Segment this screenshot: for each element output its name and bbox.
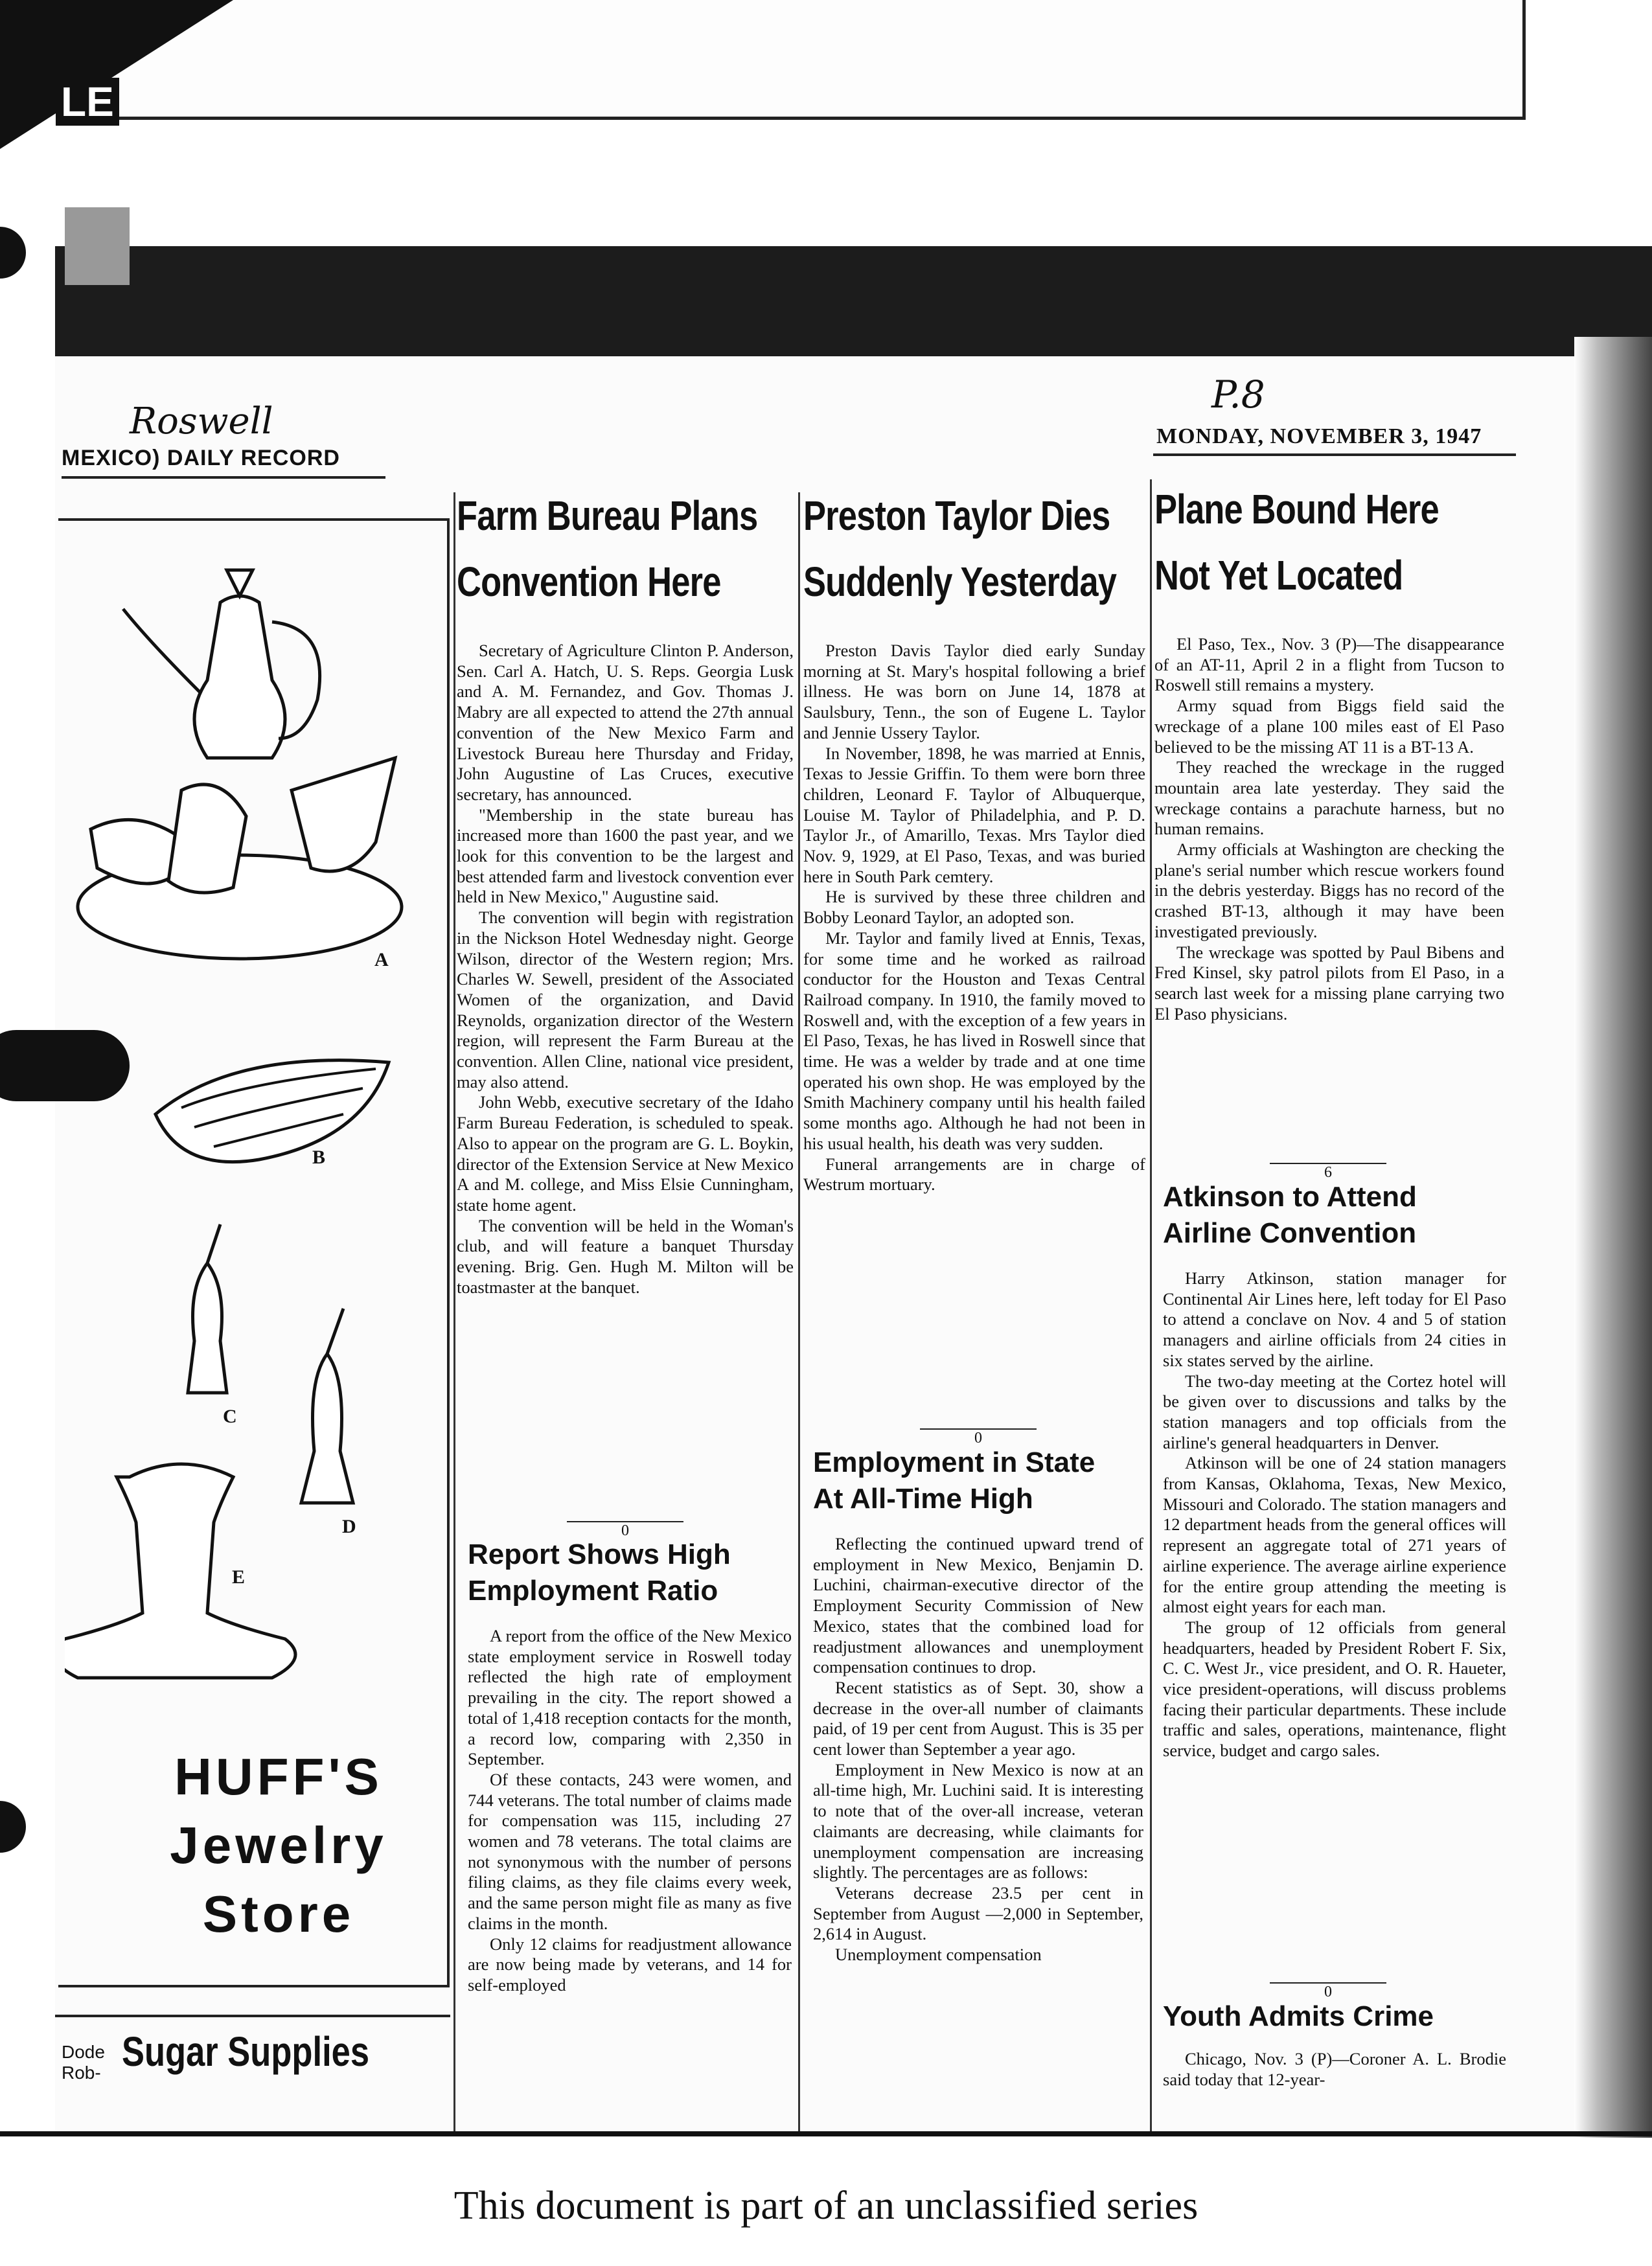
masthead-rule: [1153, 453, 1516, 456]
headline-line: Airline Convention: [1163, 1217, 1417, 1249]
paragraph: Army officials at Washington are checking the plane's serial number which rescue workers found in the debris yesterday. Biggs has no record of the crashed BT-13, although it may have been investigated previously.: [1154, 840, 1504, 941]
article-body: [468, 1626, 792, 1996]
article-plane-bound: [1154, 476, 1504, 1024]
paragraph: Secretary of Agriculture Clinton P. Anderson, Sen. Carl A. Hatch, U. S. Reps. Georgia Lusk and A. M. Fernandez, and Gov. Thomas J. Mabry are all expected to attend the 27th annual convention of the New Mexico Farm and Livestock Bureau here Thursday and Friday, John Augustine of Las Cruces, executive secretary, has announced.: [457, 641, 794, 804]
paragraph: Funeral arrangements are in charge of Westrum mortuary.: [803, 1154, 1145, 1195]
article-youth-crime: [1163, 1998, 1506, 2090]
ad-label-d: D: [342, 1516, 356, 1537]
paragraph: He is survived by these three children and Bobby Leonard Taylor, an adopted son.: [803, 887, 1145, 928]
right-edge-shadow: [1574, 337, 1652, 2138]
newspaper-name: MEXICO) DAILY RECORD: [62, 446, 340, 470]
ad-bottom-rule: [55, 2015, 450, 2017]
article-employment-state: [813, 1445, 1143, 1965]
paragraph: The wreckage was spotted by Paul Bibens and Fred Kinsel, sky patrol pilots from El Paso, in a search last week for a missing plane carrying two El Paso physicians.: [1154, 942, 1504, 1024]
paragraph: The convention will be held in the Woman's club, and will feature a banquet Thursday evening. Brig. Gen. Hugh M. Milton will be toastmaster at the banquet.: [457, 1215, 794, 1297]
article-preston-taylor: [803, 483, 1145, 1195]
coffee-pot-image: [194, 570, 285, 758]
ad-label-b: B: [312, 1147, 326, 1168]
article-body: [1154, 634, 1504, 1024]
coffee-pot-spout: [123, 609, 201, 693]
paragraph: Army squad from Biggs field said the wreckage of a plane 100 miles east of El Paso believed to be the missing AT 11 is a BT-13 A.: [1154, 696, 1504, 757]
paragraph: Recent statistics as of Sept. 30, show a decrease in the over-all number of claimants paid, of 19 per cent from August. This is 35 per cent lower than September a year ago.: [813, 1677, 1143, 1759]
paragraph: A report from the office of the New Mexico state employment service in Roswell today reflected the high rate of employment prevailing in the city. The report showed a total of 1,418 reception contacts for the month, a record low, comparing with 2,350 in September.: [468, 1626, 792, 1769]
corner-shadow: [0, 0, 233, 149]
section-divider: 6: [1270, 1163, 1386, 1182]
paragraph: The two-day meeting at the Cortez hotel will be given over to discussions and talks by the station managers and top officials from the airline's general headquarters in Denver.: [1163, 1371, 1506, 1452]
headline-line: Employment Ratio: [468, 1575, 718, 1607]
paragraph: John Webb, executive secretary of the Idaho Farm Bureau Federation, is scheduled to speak. Also to appear on the program are G. L. Boykin, director of the Extension Service at New Mexico A and M. college, and Miss Elsie Cunningham, state home agent.: [457, 1092, 794, 1215]
section-divider: 0: [567, 1521, 683, 1540]
headline: [803, 483, 1117, 615]
article-body: [803, 641, 1145, 1195]
paragraph: They reached the wreckage in the rugged mountain area late yesterday. They said the wreckage contains a parachute harness, but no human remains.: [1154, 757, 1504, 839]
paragraph: The group of 12 officials from general headquarters, headed by President Robert F. Six, C. C. West Jr., vice president, and O. R. Haueter, vice president-operations, will discuss problems facing their particular departments. These include traffic and sales, operations, maintenance, flight service, budget and cargo sales.: [1163, 1617, 1506, 1761]
paragraph: El Paso, Tex., Nov. 3 (P)—The disappearance of an AT-11, April 2 in a flight from Tucson to Roswell still remains a mystery.: [1154, 634, 1504, 695]
article-body: [457, 641, 794, 1298]
store-name-line: HUFF'S: [174, 1748, 383, 1805]
jewelry-illustrations: [65, 544, 441, 1937]
paragraph: Chicago, Nov. 3 (P)—Coroner A. L. Brodie said today that 12-year-: [1163, 2049, 1506, 2089]
top-fold-sheet: [58, 0, 1526, 120]
footer-note: This document is part of an unclassified series: [453, 2184, 1199, 2228]
masthead-rule: [62, 476, 385, 479]
paragraph: The convention will begin with registration in the Nickson Hotel Wednesday night. George Wilson, director of the Western region; Mrs. Charles W. Sewell, president of the Associated Women of the organization, and David Reynolds, organization director of the Western region, will represent the Farm Bureau at the convention. Allen Cline, national vice president, may also attend.: [457, 908, 794, 1092]
redaction-block: [65, 207, 130, 285]
headline-line: Employment in State: [813, 1447, 1096, 1478]
article-body: [1163, 2049, 1506, 2090]
column-rule: [453, 492, 455, 2131]
article-employment-ratio: [468, 1537, 792, 1996]
paragraph: Preston Davis Taylor died early Sunday morning at St. Mary's hospital following a brief illness. He was born on June 14, 1878 at Saulsbury, Tenn., the son of Eugene L. Taylor and Jennie Ussery Taylor.: [803, 641, 1145, 742]
ad-label-c: C: [223, 1406, 237, 1427]
headline: Youth Admits Crime: [1163, 2000, 1434, 2032]
section-divider: 0: [920, 1428, 1037, 1447]
issue-date: MONDAY, NOVEMBER 3, 1947: [1156, 424, 1482, 448]
article-atkinson: [1163, 1179, 1506, 1761]
headline-line: Atkinson to Attend: [1163, 1181, 1417, 1213]
store-name-line: Jewelry: [170, 1816, 387, 1874]
ad-label-a: A: [374, 949, 389, 970]
headline-line: Farm Bureau Plans: [457, 492, 758, 539]
headline-line: Suddenly Yesterday: [803, 558, 1117, 605]
column-rule: [1150, 479, 1152, 2131]
headline-line: Convention Here: [457, 558, 721, 605]
paragraph: Mr. Taylor and family lived at Ennis, Texas, for some time and he worked as railroad conductor for the Houston and Texas Central Railroad company. In 1910, the family moved to Roswell and, with the exception of a few years in El Paso, Texas, he has lived in Roswell since that time. He was a welder by trade and at one time operated his own shop. He was employed by the Smith Machinery company until his health failed some months ago. Although he had not been in his usual health, his death was very sudden.: [803, 928, 1145, 1153]
headline: [1163, 1179, 1506, 1252]
paragraph: In November, 1898, he was married at Ennis, Texas to Jessie Griffin. To them were born three children, Leonard F. Taylor of Albuquerque, Louise M. Taylor of Philadelphia, and P. D. Taylor Jr., of Amarillo, Texas. Mrs Taylor died Nov. 9, 1929, at El Paso, Texas, and was buried here in South Park cemtery.: [803, 743, 1145, 886]
goblet-image: [292, 758, 395, 871]
paragraph: Veterans decrease 23.5 per cent in September from August —2,000 in September, 2,614 in August.: [813, 1883, 1143, 1944]
salt-shaker-image: [188, 1224, 227, 1393]
creamer-image: [168, 784, 246, 893]
store-name: [143, 1743, 415, 1949]
candlestick-image: [65, 1464, 295, 1678]
section-divider: 0: [1270, 1982, 1386, 2001]
hole-punch: [0, 1801, 26, 1853]
handwritten-city-note: Roswell: [130, 400, 273, 442]
headline: [1154, 476, 1441, 608]
corner-label: LE: [56, 78, 119, 126]
leaf-dish-image: [155, 1060, 389, 1162]
headline-line: Not Yet Located: [1154, 552, 1403, 599]
paragraph: Harry Atkinson, station manager for Continental Air Lines here, left today for El Paso to attend a conclave on Nov. 4 and 5 of station managers and airline officials from 24 cities in six states served by the airline.: [1163, 1268, 1506, 1370]
headline: [457, 483, 758, 615]
hole-punch: [0, 227, 26, 279]
article-body: [813, 1534, 1143, 1965]
paragraph: Atkinson will be one of 24 station managers from Kansas, Oklahoma, Texas, New Mexico, Missouri and Colorado. The station managers and 12 department heads from the general offices will represent an aggregate total of 271 years of airline experience. The average airline experience for the entire group attending the meeting is almost eight years for each man.: [1163, 1453, 1506, 1617]
pepper-shaker-image: [301, 1309, 353, 1503]
headline-line: Plane Bound Here: [1154, 486, 1439, 532]
headline: [813, 1445, 1143, 1517]
paragraph: Of these contacts, 243 were women, and 744 veterans. The total number of claims made for compensation was 115, including 27 women and 78 veterans. The total claims are not synonymous with the number of persons filing claims, as they file claims every week, and the same person might file as many as five claims in the month.: [468, 1769, 792, 1933]
article-farm-bureau: [457, 483, 794, 1298]
cut-off-caption: Dode Rob-: [62, 2042, 105, 2083]
headline-line: At All-Time High: [813, 1483, 1033, 1515]
headline: [468, 1537, 792, 1609]
paragraph: Reflecting the continued upward trend of employment in New Mexico, Benjamin D. Luchini, chairman-executive director of the Employment Security Commission of New Mexico, states that the combined load for readjustment allowances and unemployment compensation continues to drop.: [813, 1534, 1143, 1677]
column-rule: [798, 492, 800, 2131]
paragraph: Unemployment compensation: [835, 1945, 1042, 1965]
store-name-line: Store: [202, 1885, 355, 1943]
paragraph: "Membership in the state bureau has increased more than 1600 the past year, and we look for this convention to be the largest and best attended farm and livestock convention ever held in New Mexico," Augustine said.: [457, 805, 794, 907]
handwritten-page-note: P.8: [1211, 372, 1265, 417]
sugar-supplies-headline: Sugar Supplies: [122, 2028, 370, 2075]
scan-bottom-border: [0, 2131, 1652, 2136]
paragraph: Employment in New Mexico is now at an all-time high, Mr. Luchini said. It is interesting to note that of the over-all increase, veteran claimants are decreasing, while claimants for unemployment compensation are increasing slightly. The percentages are as follows:: [813, 1759, 1143, 1883]
article-body: [1163, 1268, 1506, 1761]
ad-label-e: E: [232, 1566, 246, 1588]
dark-scan-band: [55, 246, 1652, 356]
paragraph: Only 12 claims for readjustment allowance are now being made by veterans, and 14 for self-employed: [468, 1934, 792, 1995]
headline-line: Report Shows High: [468, 1539, 731, 1570]
headline-line: Preston Taylor Dies: [803, 492, 1110, 539]
